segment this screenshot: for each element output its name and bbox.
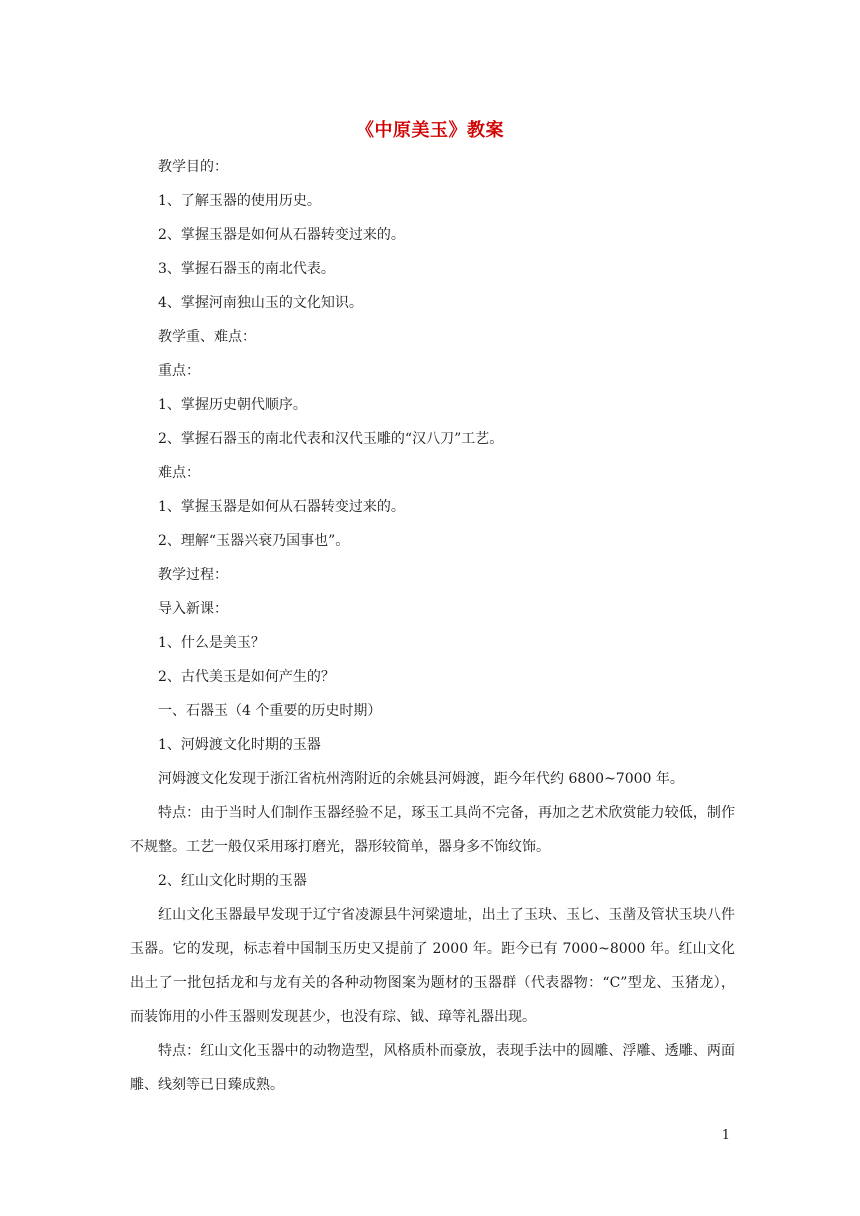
paragraph: 1、掌握历史朝代顺序。: [158, 397, 307, 413]
page-number: 1: [721, 1128, 730, 1143]
paragraph: 教学过程：: [158, 567, 228, 583]
paragraph: 1、什么是美玉？: [158, 635, 265, 651]
paragraph: 重点：: [158, 363, 200, 379]
document-body: [130, 150, 735, 1102]
paragraph: 红山文化玉器最早发现于辽宁省凌源县牛河梁遗址，出土了玉玦、玉匕、玉凿及管状玉块八件玉器。它的发现，标志着中国制玉历史又提前了 2000 年。距今已有 7000~8000 年。红山文化出土了一批包括龙和与龙有关的各种动物图案为题材的玉器群（代表器物：“C”型龙、玉猪龙），而装饰用的小件玉器则发现甚少，也没有琮、钺、璋等礼器出现。: [130, 907, 735, 1025]
document-title: 《中原美玉》教案: [356, 120, 504, 141]
paragraph: 教学重、难点：: [158, 329, 256, 345]
paragraph: 1、了解玉器的使用历史。: [158, 193, 321, 209]
paragraph: 特点：红山文化玉器中的动物造型，风格质朴而豪放，表现手法中的圆雕、浮雕、透雕、两面雕、线刻等已日臻成熟。: [130, 1043, 735, 1093]
paragraph: 2、红山文化时期的玉器: [158, 873, 307, 889]
paragraph: 2、掌握石器玉的南北代表和汉代玉雕的“汉八刀”工艺。: [158, 431, 504, 447]
paragraph: 1、河姆渡文化时期的玉器: [158, 737, 321, 753]
paragraph: 2、古代美玉是如何产生的？: [158, 669, 335, 685]
paragraph: 2、理解“玉器兴衰乃国事也”。: [158, 533, 350, 549]
paragraph: 1、掌握玉器是如何从石器转变过来的。: [158, 499, 405, 515]
paragraph: 3、掌握石器玉的南北代表。: [158, 261, 335, 277]
paragraph: 难点：: [158, 465, 200, 481]
paragraph: 4、掌握河南独山玉的文化知识。: [158, 295, 363, 311]
paragraph: 导入新课：: [158, 601, 228, 617]
paragraph: 河姆渡文化发现于浙江省杭州湾附近的余姚县河姆渡，距今年代约 6800~7000 年。: [158, 771, 684, 787]
paragraph: 教学目的：: [158, 159, 228, 175]
paragraph: 特点：由于当时人们制作玉器经验不足，琢玉工具尚不完备，再加之艺术欣赏能力较低，制作不规整。工艺一般仅采用琢打磨光，器形较简单，器身多不饰纹饰。: [130, 805, 735, 855]
paragraph: 一、石器玉（4 个重要的历史时期）: [158, 703, 382, 719]
paragraph: 2、掌握玉器是如何从石器转变过来的。: [158, 227, 405, 243]
